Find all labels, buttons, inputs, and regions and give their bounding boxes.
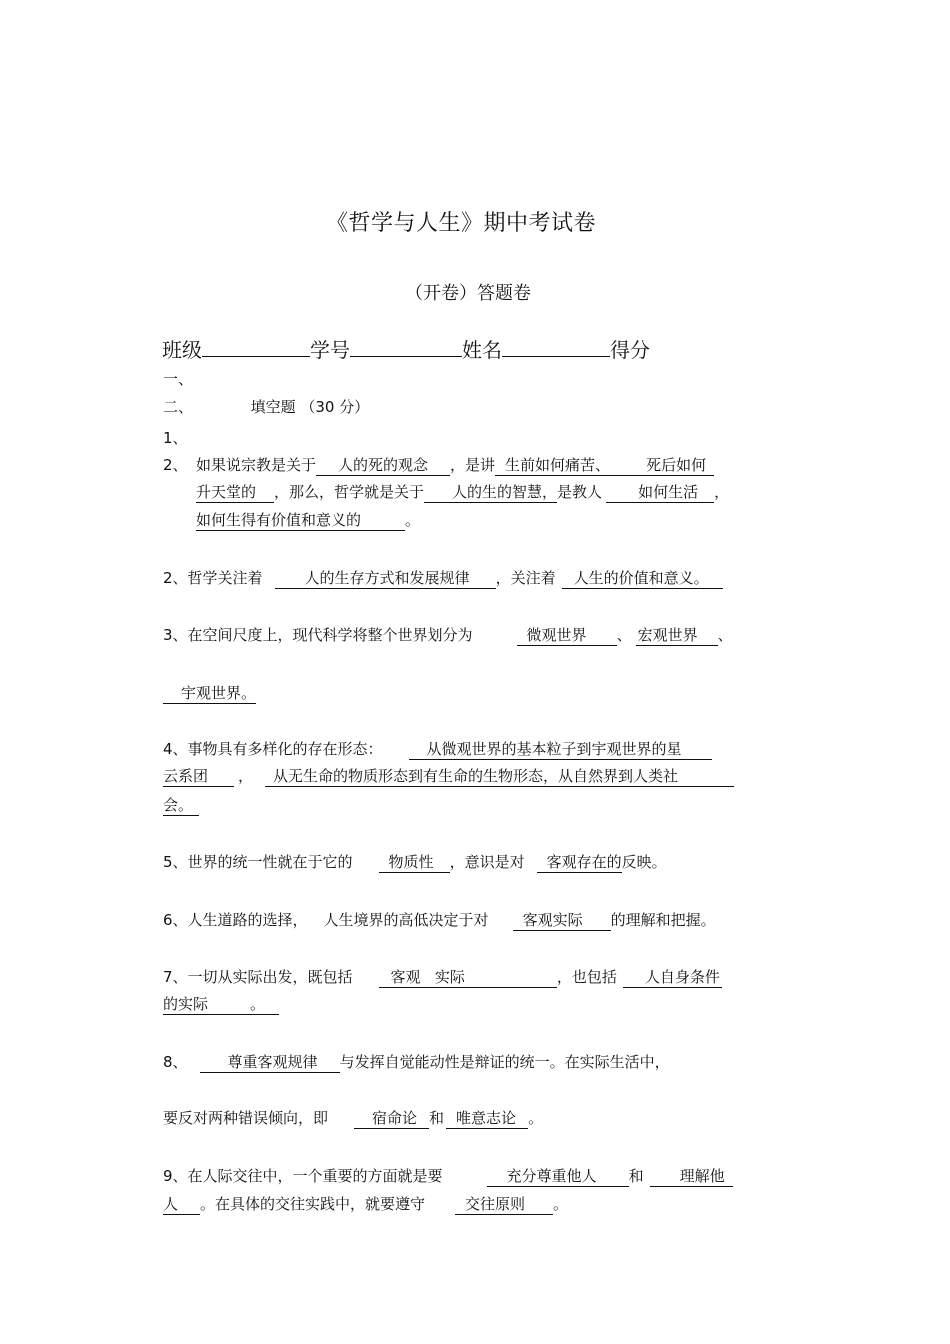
- page-title: 《哲学与人生》期中考试卷: [326, 211, 597, 236]
- question-4-line-3: [163, 794, 199, 816]
- q6-text: 的理解和把握。: [610, 911, 716, 929]
- question-4-line-2: [163, 765, 734, 787]
- info-line: [162, 334, 650, 363]
- question-2a-num: 2、: [163, 456, 188, 474]
- section-one: 一、: [163, 370, 194, 388]
- q5-answer-1: 物质性: [379, 851, 450, 873]
- q2a-text: ，是讲: [450, 456, 496, 474]
- q2a-answer-5b: 如何生得有价值和意义的: [196, 509, 405, 531]
- q9-answer-2a: 理解他: [650, 1165, 733, 1187]
- question-1-num: 1、: [163, 429, 188, 447]
- q5-text: ，意识是对: [449, 853, 525, 871]
- q6-text: 人生境界的高低决定于对: [323, 911, 489, 929]
- q2b-text: ，关注着: [495, 569, 556, 587]
- q8-text: 与发挥自觉能动性是辩证的统一。在实际生活中，: [339, 1053, 670, 1071]
- q4-answer-2b: 会。: [163, 794, 199, 816]
- q3-text: 3、在空间尺度上，现代科学将整个世界划分为: [163, 626, 473, 644]
- question-4-line-1: [163, 738, 712, 760]
- q2a-answer-5a: 如何生活: [606, 481, 714, 503]
- q3-text: 、: [616, 626, 632, 644]
- student-id-field[interactable]: [350, 334, 462, 357]
- class-field[interactable]: [202, 334, 310, 357]
- q2a-answer-1: 人的死的观念: [316, 454, 450, 476]
- question-8-line-2: [163, 1107, 543, 1129]
- q9-answer-2b: 人: [163, 1193, 200, 1215]
- q7-answer-2b-text: 的实际: [163, 995, 209, 1013]
- q6-text: 6、人生道路的选择，: [163, 911, 308, 929]
- question-6: [163, 909, 716, 931]
- q2a-answer-3b: 升天堂的: [196, 481, 274, 503]
- q3-answer-3: 宇观世界。: [163, 682, 256, 704]
- q2a-text: 如果说宗教是关于: [196, 456, 317, 474]
- q2a-text: ，那么，哲学就是关于: [274, 483, 425, 501]
- q4-answer-1b: 云系团: [163, 765, 234, 787]
- question-8-line-1: [163, 1051, 670, 1073]
- q3-answer-2: 宏观世界: [636, 624, 718, 646]
- q8-answer-2: 宿命论: [354, 1107, 429, 1129]
- score-label: 得分: [610, 338, 650, 362]
- question-7-line-1: [163, 966, 722, 988]
- question-9-line-2: [163, 1193, 568, 1215]
- question-2a-line-3: [196, 509, 420, 531]
- q2a-answer-2: 生前如何痛苦、: [495, 454, 618, 476]
- class-label: 班级: [162, 338, 202, 362]
- q4-text: 4、事物具有多样化的存在形态：: [163, 740, 383, 758]
- q9-text: 。: [553, 1195, 569, 1213]
- question-3-line-1: [163, 624, 733, 646]
- q5-text: 5、世界的统一性就在于它的: [163, 853, 353, 871]
- q8-text: 。: [528, 1109, 544, 1127]
- q2a-text: ，: [714, 483, 730, 501]
- student-id-label: 学号: [310, 338, 350, 362]
- name-field[interactable]: [502, 334, 610, 357]
- section-two: [163, 396, 369, 417]
- question-7-line-2: [163, 993, 279, 1015]
- name-label: 姓名: [462, 338, 502, 362]
- q4-answer-1a: 从微观世界的基本粒子到宇观世界的星: [409, 738, 712, 760]
- q8-answer-3: 唯意志论: [446, 1107, 528, 1129]
- q7-answer-2b-period: 。: [250, 995, 266, 1013]
- q6-answer-1: 客观实际: [513, 909, 611, 931]
- question-3-line-2: [163, 682, 256, 704]
- q5-text: 反映。: [621, 853, 667, 871]
- q8-answer-1: 尊重客观规律: [200, 1051, 340, 1073]
- q2a-text: 。: [405, 511, 421, 529]
- q4-answer-2a: 从无生命的物质形态到有生命的生物形态，从自然界到人类社: [265, 765, 734, 787]
- q9-answer-3: 交往原则: [455, 1193, 553, 1215]
- question-5: [163, 851, 667, 873]
- q7-answer-1: 客观 实际: [379, 966, 557, 988]
- question-2a-line-1: [196, 454, 714, 476]
- q2a-answer-3a: 死后如何: [618, 454, 714, 476]
- q9-text: 9、在人际交往中，一个重要的方面就是要: [163, 1167, 443, 1185]
- q7-text: 7、一切从实际出发，既包括: [163, 968, 353, 986]
- q2b-text: 2、哲学关注着: [163, 569, 263, 587]
- q2a-answer-4: 人的生的智慧，: [424, 481, 557, 503]
- question-2b: [163, 567, 723, 589]
- q3-text: 、: [717, 626, 733, 644]
- q2a-text: 是教人: [557, 483, 603, 501]
- page-subtitle: （开卷）答题卷: [405, 283, 531, 304]
- q9-answer-1: 充分尊重他人: [487, 1165, 629, 1187]
- section-two-points: （30 分）: [300, 398, 370, 416]
- section-two-num: 二、: [163, 398, 194, 416]
- q9-text: 。在具体的交往实践中，就要遵守: [200, 1195, 426, 1213]
- q4-text: ，: [238, 767, 254, 785]
- q7-answer-2b: [163, 993, 279, 1015]
- section-two-label: 填空题: [250, 398, 296, 416]
- q8-text: 和: [429, 1109, 445, 1127]
- q3-answer-1: 微观世界: [517, 624, 617, 646]
- q7-answer-2a: 人自身条件: [623, 966, 722, 988]
- q7-text: ，也包括: [556, 968, 617, 986]
- question-9-line-1: [163, 1165, 733, 1187]
- q9-text: 和: [628, 1167, 644, 1185]
- q2b-answer-1: 人的生存方式和发展规律: [275, 567, 496, 589]
- question-2a-line-2: [196, 481, 729, 503]
- q2b-answer-2: 人生的价值和意义。: [562, 567, 723, 589]
- q5-answer-2: 客观存在的: [537, 851, 622, 873]
- q8-text: 要反对两种错误倾向，即: [163, 1109, 329, 1127]
- q8-text: 8、: [163, 1053, 188, 1071]
